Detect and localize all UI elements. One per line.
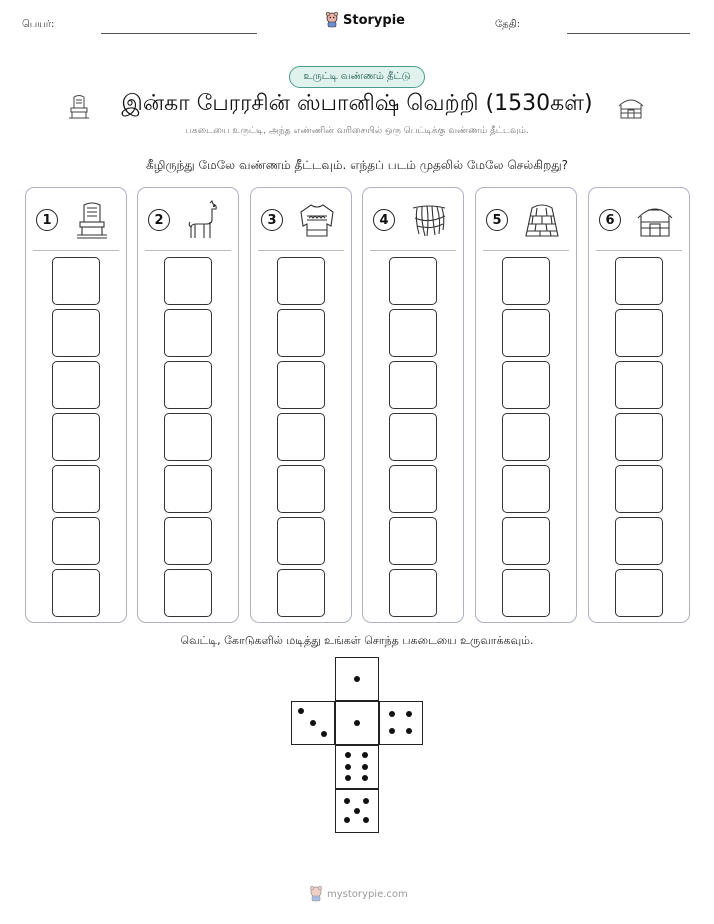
die-pip: [345, 752, 351, 758]
die-pip: [363, 798, 369, 804]
color-box[interactable]: [52, 465, 100, 513]
color-box[interactable]: [389, 309, 437, 357]
name-line[interactable]: [101, 33, 257, 34]
brand-name: Storypie: [343, 12, 405, 28]
color-box[interactable]: [502, 309, 550, 357]
storehouse-icon: [635, 200, 675, 244]
color-box[interactable]: [164, 569, 212, 617]
dice-column-1: [25, 187, 127, 623]
die-pip: [354, 720, 360, 726]
column-divider: [370, 250, 456, 251]
dice-column-6: [588, 187, 690, 623]
die-face-6: [335, 745, 379, 789]
die-pip: [354, 808, 360, 814]
die-pip: [321, 731, 327, 737]
die-pip: [344, 798, 350, 804]
die-pip: [363, 817, 369, 823]
footer: [309, 886, 408, 902]
color-box[interactable]: [615, 309, 663, 357]
die-pip: [298, 708, 304, 714]
column-divider: [483, 250, 569, 251]
sweater-icon: [297, 200, 337, 244]
color-box[interactable]: [164, 465, 212, 513]
color-box[interactable]: [164, 309, 212, 357]
color-box[interactable]: [277, 309, 325, 357]
column-divider: [33, 250, 119, 251]
page-title: இன்கா பேரரசின் ஸ்பானிஷ் வெற்றி (1530கள்): [121, 91, 593, 116]
color-box[interactable]: [277, 361, 325, 409]
color-box[interactable]: [389, 465, 437, 513]
dice-column-2: [137, 187, 239, 623]
column-number: 3: [261, 209, 283, 231]
badge-text: உருட்டி வண்ணம் தீட்டு: [303, 71, 411, 82]
cut-instruction: வெட்டி, கோடுகளில் மடித்து உங்கள் சொந்த பகடையை உருவாக்கவும்.: [180, 634, 534, 647]
activity-badge: [289, 66, 425, 88]
color-box[interactable]: [277, 413, 325, 461]
die-pip: [362, 775, 368, 781]
die-pip: [354, 676, 360, 682]
dice-column-3: [250, 187, 352, 623]
color-box[interactable]: [615, 465, 663, 513]
color-box[interactable]: [502, 257, 550, 305]
color-box[interactable]: [277, 517, 325, 565]
color-box[interactable]: [502, 465, 550, 513]
subtitle: பகடையை உருட்டி, அந்த எண்ணின் வரிசையில் ஒரு பெட்டிக்கு வண்ணம் தீட்டவும்.: [185, 126, 529, 136]
die-pip: [406, 728, 412, 734]
die-pip: [344, 817, 350, 823]
quipu-icon: [409, 200, 449, 244]
die-pip: [406, 711, 412, 717]
throne-icon: [72, 200, 112, 244]
date-line[interactable]: [567, 33, 690, 34]
color-box[interactable]: [52, 569, 100, 617]
color-box[interactable]: [164, 361, 212, 409]
footer-url[interactable]: mystorypie.com: [327, 888, 408, 900]
color-box[interactable]: [164, 517, 212, 565]
dice-column-4: [362, 187, 464, 623]
die-pip: [345, 764, 351, 770]
color-box[interactable]: [615, 517, 663, 565]
stone-wall-icon: [522, 200, 562, 244]
color-box[interactable]: [52, 413, 100, 461]
color-box[interactable]: [389, 569, 437, 617]
color-box[interactable]: [52, 361, 100, 409]
die-face-5: [335, 789, 379, 833]
color-box[interactable]: [615, 361, 663, 409]
color-box[interactable]: [277, 257, 325, 305]
color-box[interactable]: [615, 413, 663, 461]
brand-logo: [325, 12, 405, 28]
color-box[interactable]: [502, 413, 550, 461]
die-face-1: [335, 701, 379, 745]
die-pip: [310, 720, 316, 726]
color-box[interactable]: [502, 569, 550, 617]
color-box[interactable]: [277, 569, 325, 617]
die-pip: [362, 752, 368, 758]
color-box[interactable]: [389, 517, 437, 565]
color-box[interactable]: [52, 257, 100, 305]
color-box[interactable]: [52, 517, 100, 565]
color-box[interactable]: [615, 569, 663, 617]
color-box[interactable]: [389, 257, 437, 305]
dice-column-5: [475, 187, 577, 623]
instruction: கீழிருந்து மேலே வண்ணம் தீட்டவும். எந்தப் படம் முதலில் மேலே செல்கிறது?: [145, 158, 569, 172]
color-box[interactable]: [164, 257, 212, 305]
die-pip: [389, 711, 395, 717]
name-label: பெயர்:: [22, 19, 55, 30]
die-pip: [345, 775, 351, 781]
color-box[interactable]: [502, 517, 550, 565]
column-number: 2: [148, 209, 170, 231]
storypie-mascot-icon: [325, 12, 339, 28]
die-face-3: [291, 701, 335, 745]
date-label: தேதி:: [495, 19, 521, 30]
die-pip: [362, 764, 368, 770]
column-number: 5: [486, 209, 508, 231]
color-box[interactable]: [615, 257, 663, 305]
column-divider: [145, 250, 231, 251]
color-box[interactable]: [389, 413, 437, 461]
color-box[interactable]: [502, 361, 550, 409]
color-box[interactable]: [52, 309, 100, 357]
die-pip: [389, 728, 395, 734]
die-face-4: [379, 701, 423, 745]
color-box[interactable]: [277, 465, 325, 513]
storypie-mascot-icon: [309, 886, 323, 902]
column-number: 1: [36, 209, 58, 231]
column-divider: [258, 250, 344, 251]
storehouse-icon: [617, 94, 645, 120]
color-box[interactable]: [164, 413, 212, 461]
column-divider: [596, 250, 682, 251]
column-number: 4: [373, 209, 395, 231]
column-number: 6: [599, 209, 621, 231]
llama-icon: [184, 200, 224, 244]
die-face-1: [335, 657, 379, 701]
color-box[interactable]: [389, 361, 437, 409]
